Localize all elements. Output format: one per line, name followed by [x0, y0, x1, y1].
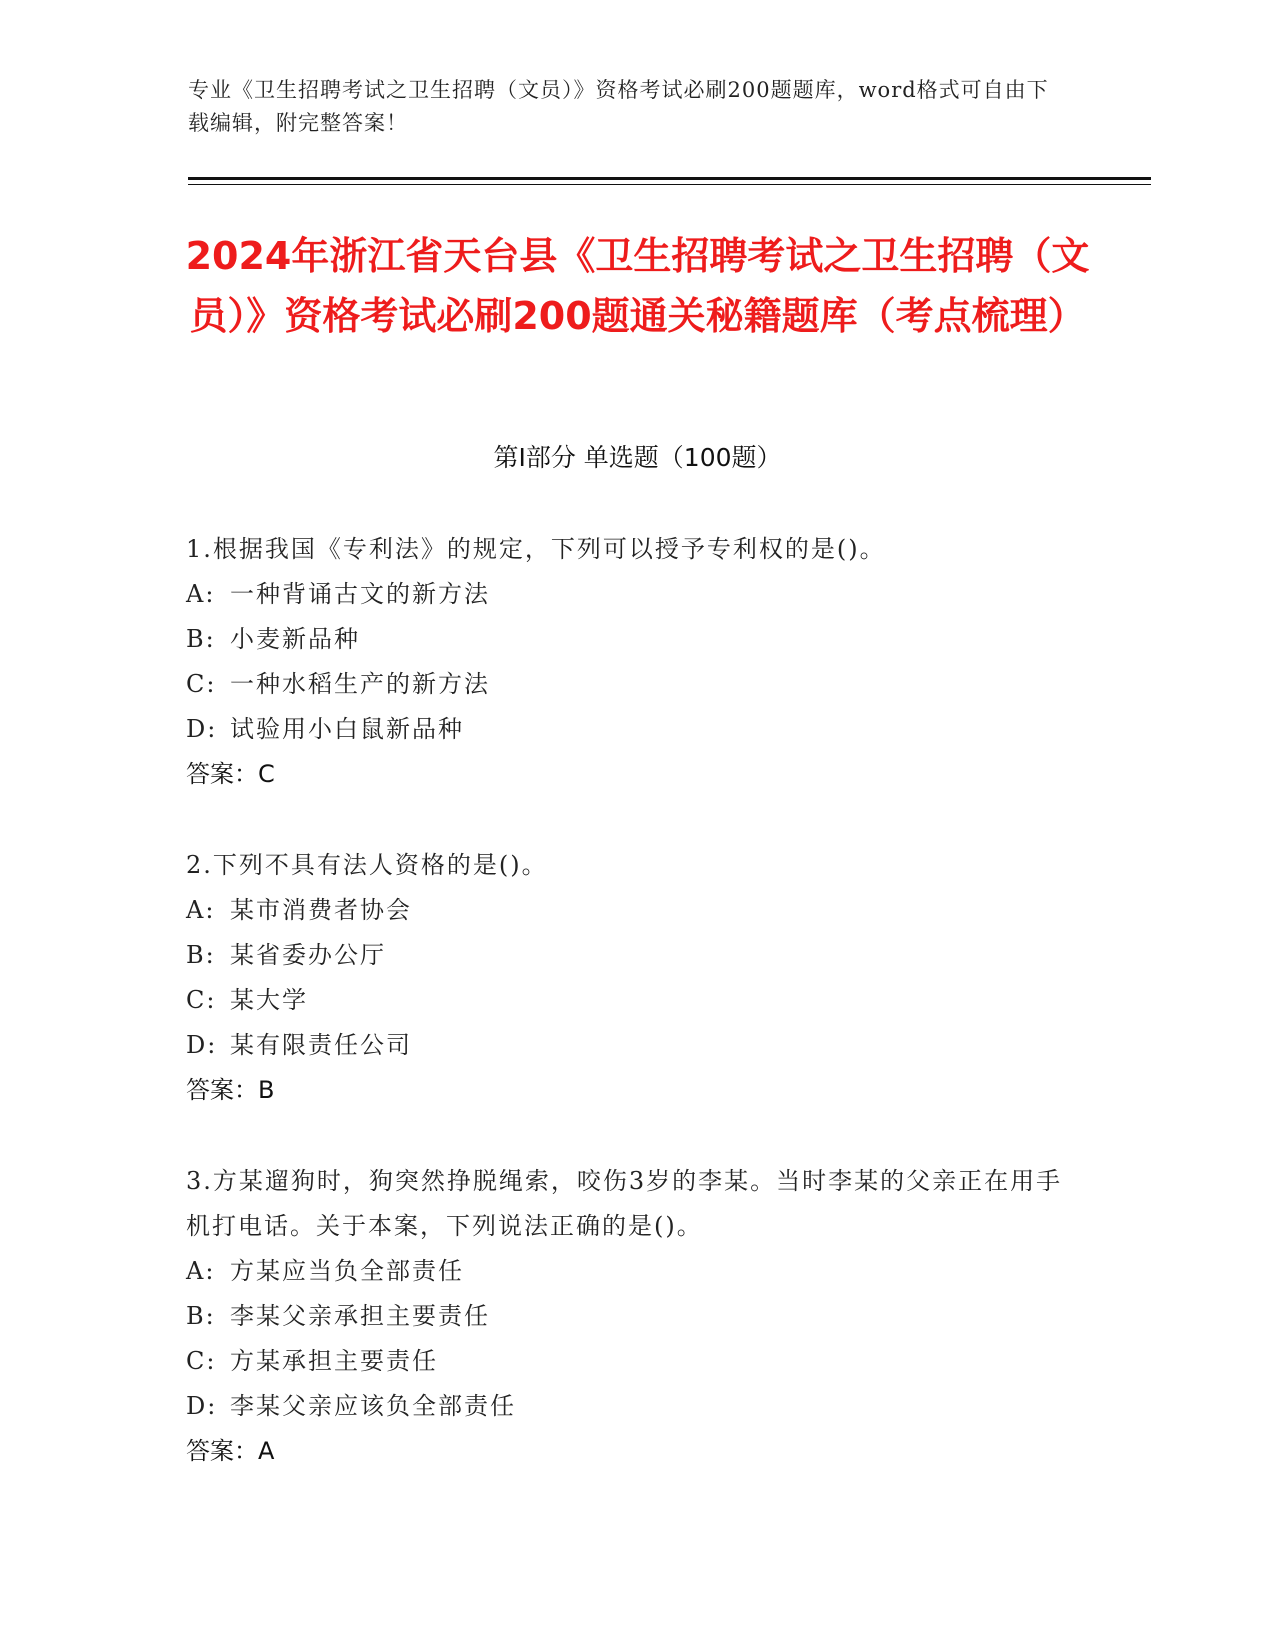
question-list: [186, 527, 1066, 1520]
option-d: [186, 1023, 1066, 1068]
document-header-note: 专业《卫生招聘考试之卫生招聘（文员）》资格考试必刷200题题库，word格式可自由下载编辑，附完整答案！: [188, 78, 1049, 135]
option-text: 某有限责任公司: [230, 1031, 412, 1059]
document-title: 2024年浙江省天台县《卫生招聘考试之卫生招聘（文员）》资格考试必刷200题通关秘籍题库（考点梳理）: [185, 234, 1090, 338]
option-text: 一种水稻生产的新方法: [230, 670, 490, 698]
answer-line: 答案：A: [186, 1437, 275, 1465]
section-title: 第Ⅰ部分 单选题（100题）: [493, 443, 782, 472]
option-b: [186, 617, 1066, 662]
option-text: 某大学: [230, 986, 308, 1014]
answer-line: 答案：C: [186, 760, 275, 788]
option-key: B:: [186, 1302, 216, 1330]
option-text: 李某父亲应该负全部责任: [230, 1392, 516, 1420]
option-text: 某省委办公厅: [230, 941, 386, 969]
option-key: A:: [186, 1257, 216, 1285]
option-key: A:: [186, 580, 216, 608]
option-b: [186, 1294, 1066, 1339]
header-divider-thin: [188, 184, 1151, 185]
option-a: [186, 572, 1066, 617]
option-text: 某市消费者协会: [230, 896, 412, 924]
option-text: 小麦新品种: [230, 625, 360, 653]
question-stem: 2.下列不具有法人资格的是()。: [186, 851, 548, 879]
question-stem: 3.方某遛狗时，狗突然挣脱绳索，咬伤3岁的李某。当时李某的父亲正在用手机打电话。关于本案，下列说法正确的是()。: [186, 1167, 1063, 1240]
option-key: C:: [186, 1347, 217, 1375]
question-stem: 1.根据我国《专利法》的规定，下列可以授予专利权的是()。: [186, 535, 886, 563]
answer-line: 答案：B: [186, 1076, 275, 1104]
option-key: A:: [186, 896, 216, 924]
option-text: 试验用小白鼠新品种: [230, 715, 464, 743]
option-d: [186, 1384, 1066, 1429]
option-key: D:: [186, 1031, 218, 1059]
question-item: [186, 843, 1066, 1113]
option-key: D:: [186, 1392, 218, 1420]
option-text: 方某承担主要责任: [230, 1347, 438, 1375]
question-item: [186, 527, 1066, 797]
option-text: 一种背诵古文的新方法: [230, 580, 490, 608]
option-key: D:: [186, 715, 218, 743]
option-c: [186, 662, 1066, 707]
option-key: C:: [186, 986, 217, 1014]
option-key: B:: [186, 625, 216, 653]
option-text: 方某应当负全部责任: [230, 1257, 464, 1285]
header-divider-thick: [188, 177, 1151, 180]
option-a: [186, 1249, 1066, 1294]
option-c: [186, 978, 1066, 1023]
option-c: [186, 1339, 1066, 1384]
option-text: 李某父亲承担主要责任: [230, 1302, 490, 1330]
option-key: B:: [186, 941, 216, 969]
option-b: [186, 933, 1066, 978]
option-d: [186, 707, 1066, 752]
option-a: [186, 888, 1066, 933]
question-item: [186, 1159, 1066, 1474]
option-key: C:: [186, 670, 217, 698]
